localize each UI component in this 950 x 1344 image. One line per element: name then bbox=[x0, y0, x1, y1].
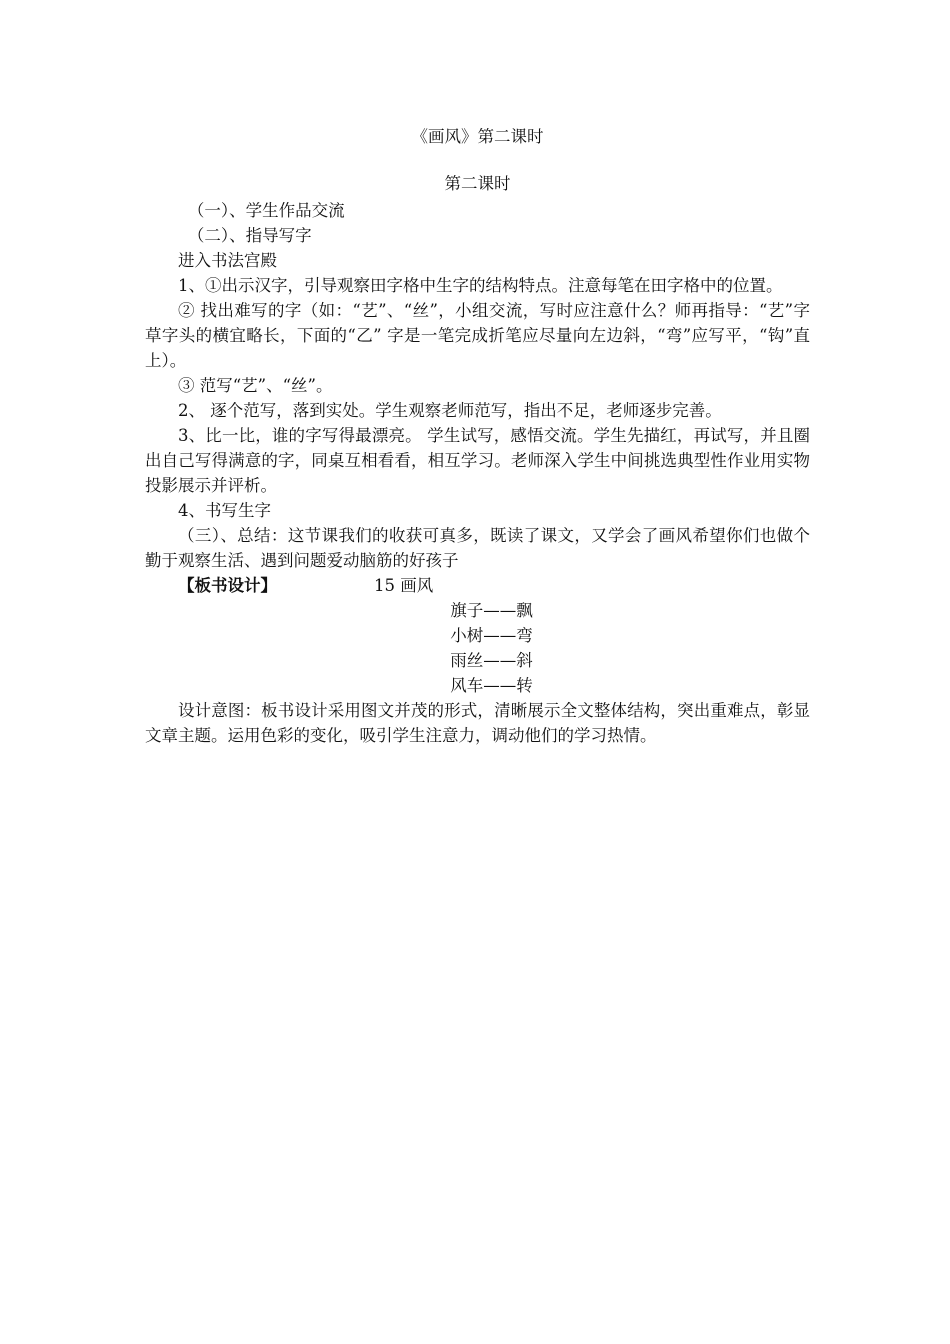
paragraph-step2: 2、 逐个范写，落到实处。学生观察老师范写，指出不足，老师逐步完善。 bbox=[178, 401, 722, 420]
paragraph-step4: 4、书写生字 bbox=[178, 501, 271, 520]
board-design-heading bbox=[145, 573, 810, 598]
board-design-label: 【板书设计】 bbox=[178, 576, 277, 595]
paragraph-step3: 3、比一比，谁的字写得最漂亮。 学生试写，感悟交流。学生先描红，再试写，并且圈出自己写得满意的字，同桌互相看看，相互学习。老师深入学生中间挑选典型性作业用实物投影展示并评析。 bbox=[145, 426, 810, 495]
paragraph-design-intent: 设计意图：板书设计采用图文并茂的形式，清晰展示全文整体结构，突出重难点，彰显文章主题。运用色彩的变化，吸引学生注意力，调动他们的学习热情。 bbox=[145, 701, 810, 745]
document-subtitle: 第二课时 bbox=[444, 174, 511, 193]
paragraph-step1: 1、①出示汉字，引导观察田字格中生字的结构特点。注意每笔在田字格中的位置。 bbox=[178, 276, 783, 295]
board-line-2: 小树——弯 bbox=[450, 626, 533, 645]
board-design-title: 15 画风 bbox=[374, 576, 434, 595]
paragraph-step1c: ③ 范写“艺”、“丝”。 bbox=[178, 376, 333, 395]
board-line-3: 雨丝——斜 bbox=[450, 651, 533, 670]
paragraph-step1b: ② 找出难写的字（如：“艺”、“丝”，小组交流，写时应注意什么？师再指导：“艺”字草字头的横宜略长，下面的“乙” 字是一笔完成折笔应尽量向左边斜，“弯”应写平，“钩”直上）。 bbox=[145, 301, 810, 370]
section-heading-2: （二）、指导写字 bbox=[187, 226, 312, 245]
section-heading-1: （一）、学生作品交流 bbox=[187, 201, 345, 220]
document-title: 《画风》第二课时 bbox=[411, 127, 544, 146]
paragraph-summary: （三）、总结：这节课我们的收获可真多，既读了课文，又学会了画风希望你们也做个勤于观察生活、遇到问题爱动脑筋的好孩子 bbox=[145, 526, 810, 570]
paragraph-intro: 进入书法宫殿 bbox=[178, 251, 277, 270]
board-line-1: 旗子——飘 bbox=[450, 601, 533, 620]
board-line-4: 风车——转 bbox=[450, 676, 533, 695]
document-body bbox=[145, 122, 810, 748]
